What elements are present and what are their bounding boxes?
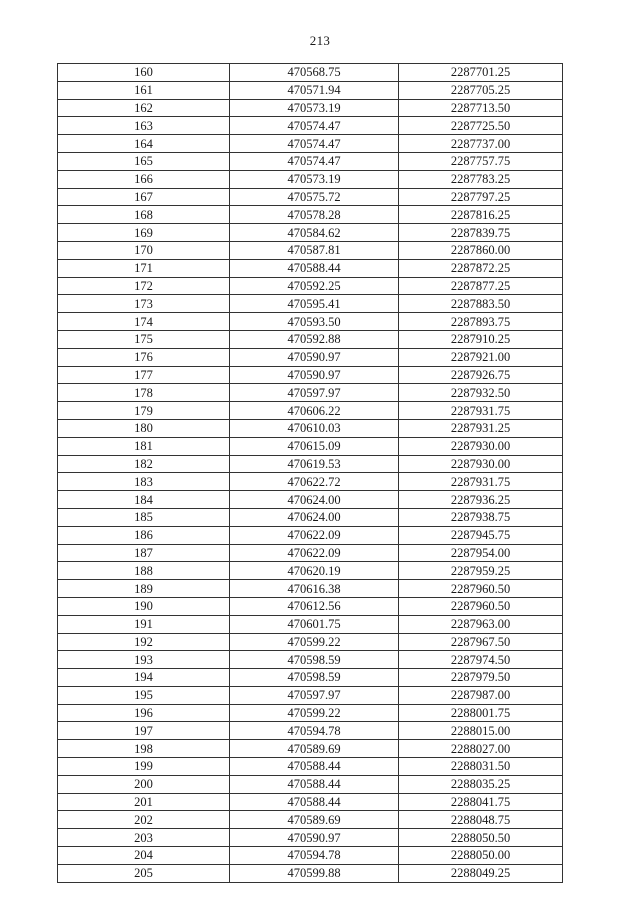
x-coordinate-cell: 470589.69	[230, 811, 399, 829]
x-coordinate-cell: 470594.78	[230, 722, 399, 740]
table-row	[58, 633, 563, 651]
point-number-cell: 199	[58, 758, 230, 776]
point-number-cell: 172	[58, 277, 230, 295]
point-number-cell: 197	[58, 722, 230, 740]
y-coordinate-cell: 2287737.00	[399, 135, 563, 153]
point-number-cell: 181	[58, 437, 230, 455]
point-number-cell: 163	[58, 117, 230, 135]
y-coordinate-cell: 2288050.50	[399, 829, 563, 847]
table-row	[58, 117, 563, 135]
point-number-cell: 184	[58, 491, 230, 509]
y-coordinate-cell: 2288031.50	[399, 758, 563, 776]
table-row	[58, 562, 563, 580]
table-row	[58, 491, 563, 509]
x-coordinate-cell: 470592.88	[230, 330, 399, 348]
y-coordinate-cell: 2287860.00	[399, 241, 563, 259]
y-coordinate-cell: 2287930.00	[399, 455, 563, 473]
table-row	[58, 437, 563, 455]
x-coordinate-cell: 470599.22	[230, 704, 399, 722]
x-coordinate-cell: 470590.97	[230, 348, 399, 366]
y-coordinate-cell: 2287701.25	[399, 64, 563, 82]
table-row	[58, 366, 563, 384]
point-number-cell: 204	[58, 847, 230, 865]
table-row	[58, 224, 563, 242]
table-row	[58, 313, 563, 331]
x-coordinate-cell: 470574.47	[230, 152, 399, 170]
point-number-cell: 182	[58, 455, 230, 473]
table-row	[58, 402, 563, 420]
table-row	[58, 615, 563, 633]
table-row	[58, 99, 563, 117]
y-coordinate-cell: 2287932.50	[399, 384, 563, 402]
point-number-cell: 186	[58, 526, 230, 544]
table-row	[58, 384, 563, 402]
x-coordinate-cell: 470589.69	[230, 740, 399, 758]
x-coordinate-cell: 470571.94	[230, 81, 399, 99]
y-coordinate-cell: 2287931.75	[399, 402, 563, 420]
table-row	[58, 526, 563, 544]
point-number-cell: 173	[58, 295, 230, 313]
point-number-cell: 160	[58, 64, 230, 82]
point-number-cell: 171	[58, 259, 230, 277]
x-coordinate-cell: 470622.09	[230, 526, 399, 544]
table-row	[58, 508, 563, 526]
x-coordinate-cell: 470599.88	[230, 864, 399, 882]
y-coordinate-cell: 2287967.50	[399, 633, 563, 651]
x-coordinate-cell: 470593.50	[230, 313, 399, 331]
table-row	[58, 81, 563, 99]
x-coordinate-cell: 470578.28	[230, 206, 399, 224]
table-row	[58, 241, 563, 259]
x-coordinate-cell: 470568.75	[230, 64, 399, 82]
y-coordinate-cell: 2287705.25	[399, 81, 563, 99]
y-coordinate-cell: 2287959.25	[399, 562, 563, 580]
y-coordinate-cell: 2287921.00	[399, 348, 563, 366]
y-coordinate-cell: 2287979.50	[399, 669, 563, 687]
x-coordinate-cell: 470588.44	[230, 775, 399, 793]
y-coordinate-cell: 2287877.25	[399, 277, 563, 295]
x-coordinate-cell: 470615.09	[230, 437, 399, 455]
point-number-cell: 188	[58, 562, 230, 580]
point-number-cell: 205	[58, 864, 230, 882]
y-coordinate-cell: 2288015.00	[399, 722, 563, 740]
table-row	[58, 330, 563, 348]
table-row	[58, 740, 563, 758]
x-coordinate-cell: 470624.00	[230, 491, 399, 509]
x-coordinate-cell: 470619.53	[230, 455, 399, 473]
x-coordinate-cell: 470575.72	[230, 188, 399, 206]
y-coordinate-cell: 2287783.25	[399, 170, 563, 188]
y-coordinate-cell: 2287954.00	[399, 544, 563, 562]
point-number-cell: 174	[58, 313, 230, 331]
table-row	[58, 811, 563, 829]
x-coordinate-cell: 470616.38	[230, 580, 399, 598]
point-number-cell: 198	[58, 740, 230, 758]
table-row	[58, 419, 563, 437]
y-coordinate-cell: 2287893.75	[399, 313, 563, 331]
table-row	[58, 829, 563, 847]
table-row	[58, 152, 563, 170]
table-row	[58, 793, 563, 811]
point-number-cell: 191	[58, 615, 230, 633]
point-number-cell: 179	[58, 402, 230, 420]
table-row	[58, 704, 563, 722]
x-coordinate-cell: 470624.00	[230, 508, 399, 526]
y-coordinate-cell: 2287931.75	[399, 473, 563, 491]
y-coordinate-cell: 2287945.75	[399, 526, 563, 544]
point-number-cell: 193	[58, 651, 230, 669]
point-number-cell: 161	[58, 81, 230, 99]
table-row	[58, 722, 563, 740]
y-coordinate-cell: 2287883.50	[399, 295, 563, 313]
table-row	[58, 669, 563, 687]
table-row	[58, 135, 563, 153]
point-number-cell: 203	[58, 829, 230, 847]
x-coordinate-cell: 470573.19	[230, 99, 399, 117]
x-coordinate-cell: 470588.44	[230, 259, 399, 277]
table-row	[58, 847, 563, 865]
y-coordinate-cell: 2287872.25	[399, 259, 563, 277]
x-coordinate-cell: 470590.97	[230, 829, 399, 847]
point-number-cell: 200	[58, 775, 230, 793]
x-coordinate-cell: 470620.19	[230, 562, 399, 580]
x-coordinate-cell: 470606.22	[230, 402, 399, 420]
point-number-cell: 162	[58, 99, 230, 117]
y-coordinate-cell: 2288050.00	[399, 847, 563, 865]
point-number-cell: 201	[58, 793, 230, 811]
x-coordinate-cell: 470622.09	[230, 544, 399, 562]
point-number-cell: 166	[58, 170, 230, 188]
y-coordinate-cell: 2287930.00	[399, 437, 563, 455]
y-coordinate-cell: 2287963.00	[399, 615, 563, 633]
point-number-cell: 168	[58, 206, 230, 224]
point-number-cell: 180	[58, 419, 230, 437]
y-coordinate-cell: 2288041.75	[399, 793, 563, 811]
x-coordinate-cell: 470574.47	[230, 117, 399, 135]
y-coordinate-cell: 2287974.50	[399, 651, 563, 669]
y-coordinate-cell: 2288001.75	[399, 704, 563, 722]
table-row	[58, 295, 563, 313]
x-coordinate-cell: 470598.59	[230, 669, 399, 687]
point-number-cell: 187	[58, 544, 230, 562]
x-coordinate-cell: 470622.72	[230, 473, 399, 491]
point-number-cell: 165	[58, 152, 230, 170]
y-coordinate-cell: 2287725.50	[399, 117, 563, 135]
y-coordinate-cell: 2288027.00	[399, 740, 563, 758]
table-row	[58, 455, 563, 473]
point-number-cell: 190	[58, 597, 230, 615]
y-coordinate-cell: 2287936.25	[399, 491, 563, 509]
point-number-cell: 195	[58, 686, 230, 704]
x-coordinate-cell: 470592.25	[230, 277, 399, 295]
x-coordinate-cell: 470573.19	[230, 170, 399, 188]
point-number-cell: 177	[58, 366, 230, 384]
table-row	[58, 64, 563, 82]
coordinates-table-body	[58, 64, 563, 883]
point-number-cell: 202	[58, 811, 230, 829]
point-number-cell: 194	[58, 669, 230, 687]
x-coordinate-cell: 470598.59	[230, 651, 399, 669]
x-coordinate-cell: 470599.22	[230, 633, 399, 651]
table-row	[58, 686, 563, 704]
point-number-cell: 169	[58, 224, 230, 242]
x-coordinate-cell: 470584.62	[230, 224, 399, 242]
y-coordinate-cell: 2287931.25	[399, 419, 563, 437]
x-coordinate-cell: 470610.03	[230, 419, 399, 437]
x-coordinate-cell: 470590.97	[230, 366, 399, 384]
point-number-cell: 170	[58, 241, 230, 259]
table-row	[58, 775, 563, 793]
table-row	[58, 580, 563, 598]
point-number-cell: 178	[58, 384, 230, 402]
point-number-cell: 183	[58, 473, 230, 491]
y-coordinate-cell: 2288049.25	[399, 864, 563, 882]
point-number-cell: 185	[58, 508, 230, 526]
y-coordinate-cell: 2287910.25	[399, 330, 563, 348]
y-coordinate-cell: 2287960.50	[399, 580, 563, 598]
x-coordinate-cell: 470588.44	[230, 793, 399, 811]
y-coordinate-cell: 2287938.75	[399, 508, 563, 526]
coordinates-table	[57, 63, 563, 883]
point-number-cell: 196	[58, 704, 230, 722]
x-coordinate-cell: 470588.44	[230, 758, 399, 776]
y-coordinate-cell: 2287713.50	[399, 99, 563, 117]
page-number: 213	[309, 33, 331, 48]
x-coordinate-cell: 470574.47	[230, 135, 399, 153]
point-number-cell: 167	[58, 188, 230, 206]
point-number-cell: 189	[58, 580, 230, 598]
table-row	[58, 864, 563, 882]
y-coordinate-cell: 2287816.25	[399, 206, 563, 224]
table-row	[58, 348, 563, 366]
x-coordinate-cell: 470594.78	[230, 847, 399, 865]
table-row	[58, 170, 563, 188]
y-coordinate-cell: 2287960.50	[399, 597, 563, 615]
table-row	[58, 277, 563, 295]
y-coordinate-cell: 2287839.75	[399, 224, 563, 242]
x-coordinate-cell: 470587.81	[230, 241, 399, 259]
table-row	[58, 597, 563, 615]
x-coordinate-cell: 470595.41	[230, 295, 399, 313]
x-coordinate-cell: 470597.97	[230, 686, 399, 704]
point-number-cell: 164	[58, 135, 230, 153]
y-coordinate-cell: 2287797.25	[399, 188, 563, 206]
point-number-cell: 176	[58, 348, 230, 366]
table-row	[58, 188, 563, 206]
table-row	[58, 544, 563, 562]
y-coordinate-cell: 2288035.25	[399, 775, 563, 793]
x-coordinate-cell: 470601.75	[230, 615, 399, 633]
y-coordinate-cell: 2287987.00	[399, 686, 563, 704]
table-row	[58, 651, 563, 669]
y-coordinate-cell: 2288048.75	[399, 811, 563, 829]
x-coordinate-cell: 470612.56	[230, 597, 399, 615]
y-coordinate-cell: 2287926.75	[399, 366, 563, 384]
table-row	[58, 206, 563, 224]
table-row	[58, 473, 563, 491]
table-row	[58, 758, 563, 776]
point-number-cell: 192	[58, 633, 230, 651]
table-row	[58, 259, 563, 277]
point-number-cell: 175	[58, 330, 230, 348]
y-coordinate-cell: 2287757.75	[399, 152, 563, 170]
x-coordinate-cell: 470597.97	[230, 384, 399, 402]
